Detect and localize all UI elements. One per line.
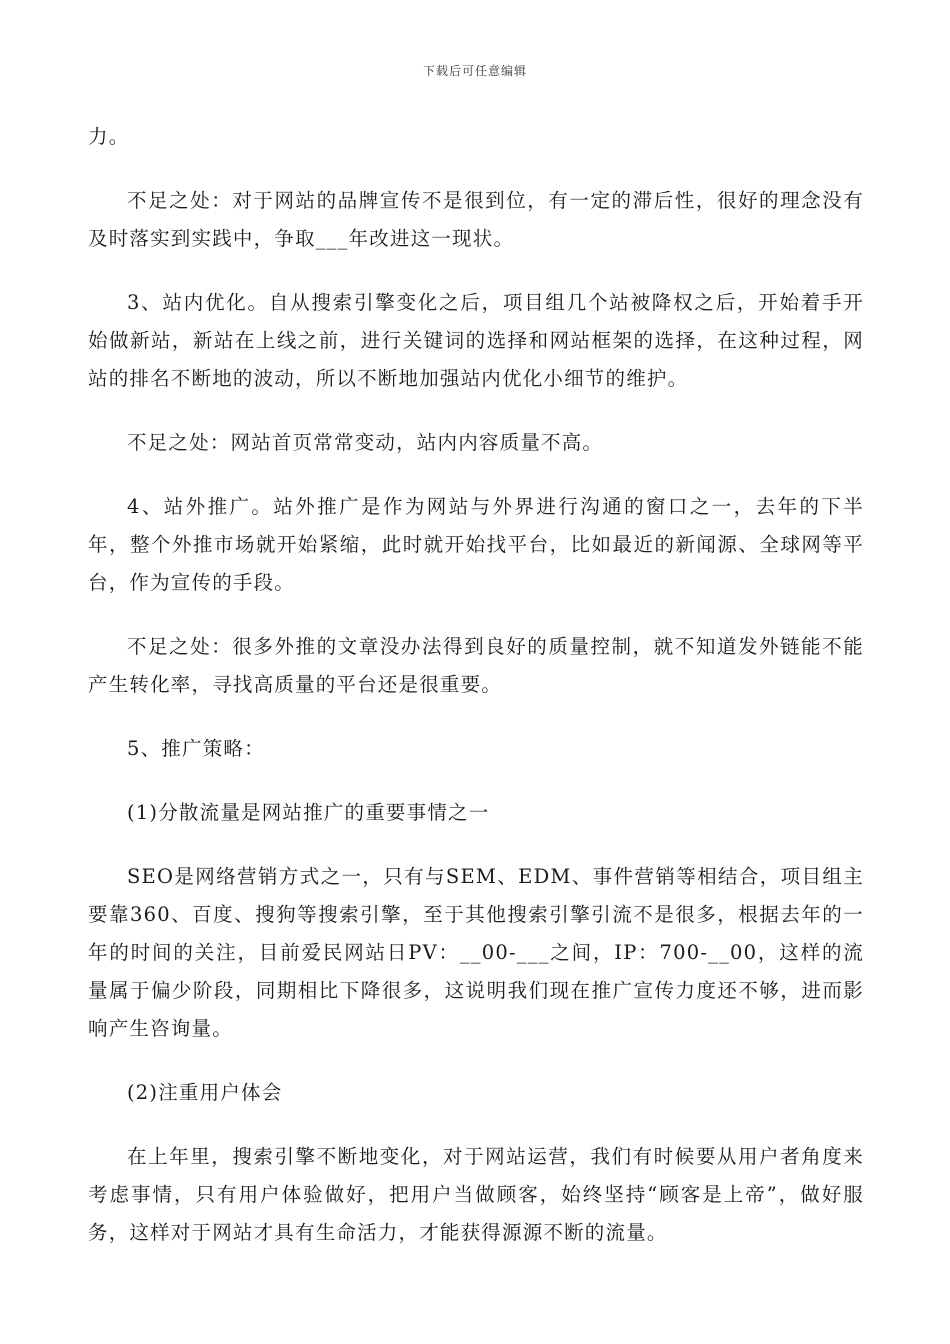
page-header: 下载后可任意编辑 <box>422 64 527 78</box>
paragraph-continuation: 力。 <box>88 125 130 148</box>
paragraph-strategy-item-1: (1)分散流量是网站推广的重要事情之一 <box>127 801 490 824</box>
document-body <box>88 118 864 1278</box>
paragraph-offsite-promotion: 4、站外推广。站外推广是作为网站与外界进行沟通的窗口之一，去年的下半年，整个外推市场就开始紧缩，此时就开始找平台，比如最近的新闻源、全球网等平台，作为宣传的手段。 <box>88 495 864 594</box>
paragraph-brand-shortcoming: 不足之处：对于网站的品牌宣传不是很到位，有一定的滞后性，很好的理念没有及时落实到实践中，争取___年改进这一现状。 <box>88 189 864 250</box>
paragraph-user-experience: 在上年里，搜索引擎不断地变化，对于网站运营，我们有时候要从用户者角度来考虑事情，只有用户体验做好，把用户当做顾客，始终坚持“顾客是上帝”，做好服务，这样对于网站才具有生命活力，才能获得源源不断的流量。 <box>88 1145 864 1244</box>
paragraph-strategy-item-2: (2)注重用户体会 <box>127 1081 283 1104</box>
paragraph-onsite-optimization: 3、站内优化。自从搜索引擎变化之后，项目组几个站被降权之后，开始着手开始做新站，新站在上线之前，进行关键词的选择和网站框架的选择，在这种过程，网站的排名不断地的波动，所以不断地加强站内优化小细节的维护。 <box>88 291 864 390</box>
paragraph-seo: SEO是网络营销方式之一，只有与SEM、EDM、事件营销等相结合，项目组主要靠360、百度、搜狗等搜索引擎，至于其他搜索引擎引流不是很多，根据去年的一年的时间的关注，目前爱民网站日PV：__00-___之间，IP：700-__00，这样的流量属于偏少阶段，同期相比下降很多，这说明我们现在推广宣传力度还不够，进而影响产生咨询量。 <box>88 865 864 1040</box>
paragraph-onsite-shortcoming: 不足之处：网站首页常常变动，站内内容质量不高。 <box>127 431 604 454</box>
paragraph-offsite-shortcoming: 不足之处：很多外推的文章没办法得到良好的质量控制，就不知道发外链能不能产生转化率，寻找高质量的平台还是很重要。 <box>88 635 864 696</box>
paragraph-promotion-strategy: 5、推广策略： <box>127 737 265 760</box>
